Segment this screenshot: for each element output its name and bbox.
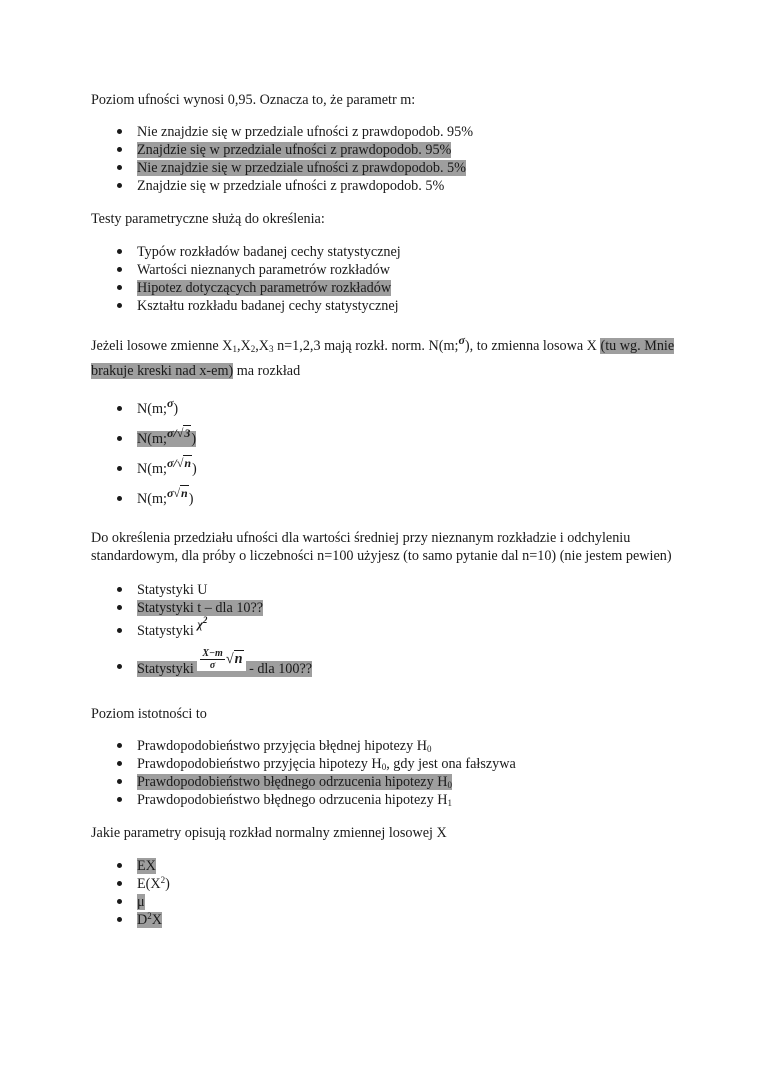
- q4-option-3: [137, 615, 208, 640]
- q2-option-1: Typów rozkładów badanej cechy statystycznej: [137, 244, 401, 260]
- subscript: 0: [426, 744, 432, 754]
- highlight: Nie znajdzie się w przedziale ufności z prawdopodob. 5%: [137, 160, 466, 176]
- highlight-note: (tu wg. Mnie brakuje kreski nad x-em): [91, 338, 675, 379]
- option-text: Prawdopodobieństwo przyjęcia błędnej hipotezy H: [137, 738, 427, 754]
- q2-option-3: [137, 279, 391, 297]
- q6-option-2: [137, 875, 170, 893]
- option-text: D: [137, 912, 148, 928]
- option-text: ): [173, 401, 179, 417]
- option-text: N(m;: [137, 401, 167, 417]
- formula-sigma-over-root-3: [167, 426, 191, 440]
- fraction: [200, 648, 225, 671]
- radicand: 3: [184, 426, 191, 440]
- slash-symbol: /: [173, 426, 177, 440]
- slash-symbol: /: [173, 456, 177, 470]
- root-symbol: √: [225, 650, 234, 667]
- chi-symbol: χ: [197, 617, 203, 631]
- option-text: Statystyki: [137, 660, 198, 677]
- q3-text: ,X: [255, 338, 270, 354]
- option-text: N(m;: [137, 431, 167, 447]
- q5-option-4: [137, 791, 452, 809]
- superscript: 2: [160, 875, 166, 885]
- subscript: 0: [447, 780, 452, 790]
- q3-text: n=1,2,3 mają rozkł. norm. N(m;: [273, 338, 459, 354]
- q3-question: [91, 334, 676, 384]
- option-text: Prawdopodobieństwo błędnego odrzucenia hipotezy H: [137, 774, 448, 790]
- radicand: n: [184, 456, 192, 470]
- option-text: Statystyki: [137, 623, 198, 639]
- q1-question: Poziom ufności wynosi 0,95. Oznacza to, że parametr m:: [91, 92, 416, 108]
- q3-text: ,X: [236, 338, 251, 354]
- highlight: Znajdzie się w przedziale ufności z prawdopodob. 95%: [137, 142, 452, 158]
- option-text: Prawdopodobieństwo przyjęcia hipotezy H: [137, 756, 382, 772]
- option-text: ): [165, 876, 170, 892]
- q1-option-4: Znajdzie się w przedziale ufności z prawdopodob. 5%: [137, 178, 445, 194]
- superscript: 2: [147, 911, 152, 921]
- option-text: , gdy jest ona fałszywa: [386, 756, 516, 772]
- q2-option-2: Wartości nieznanych parametrów rozkładów: [137, 262, 390, 278]
- highlight: Hipotez dotyczących parametrów rozkładów: [137, 280, 392, 296]
- q3-text: ), to zmienna losowa X: [464, 338, 601, 354]
- highlight: Statystyki t – dla 10??: [137, 600, 264, 616]
- option-text: ): [191, 431, 197, 447]
- q3-option-1: [137, 396, 179, 418]
- q1-option-3: [137, 159, 466, 177]
- q3-text: ma rozkład: [233, 363, 301, 379]
- highlight: [137, 648, 313, 677]
- subscript: 1: [232, 344, 237, 354]
- sigma-symbol: σ: [166, 486, 174, 500]
- highlight: [137, 426, 197, 447]
- q6-option-1: [137, 857, 156, 875]
- subscript: 3: [269, 344, 274, 354]
- numerator: X−m: [202, 648, 223, 659]
- option-text: ): [192, 461, 197, 477]
- q6-question: Jakie parametry opisują rozkład normalny zmiennej losowej X: [91, 825, 447, 841]
- sigma-symbol: σ: [166, 426, 174, 440]
- q3-option-4: [137, 486, 194, 508]
- q4-option-1: Statystyki U: [137, 582, 208, 598]
- q3-option-2: [137, 426, 197, 448]
- formula-t-statistic: [197, 648, 245, 671]
- q1-option-2: [137, 141, 451, 159]
- subscript: 2: [250, 344, 256, 354]
- q6-option-3: [137, 893, 145, 911]
- option-text: N(m;: [137, 491, 167, 507]
- option-text: X: [151, 912, 162, 928]
- subscript: 1: [447, 798, 452, 808]
- sigma-symbol: σ: [166, 396, 174, 410]
- radicand: n: [234, 650, 243, 667]
- option-text: ): [188, 491, 194, 507]
- root-symbol: √: [173, 486, 181, 500]
- superscript: 2: [202, 615, 208, 625]
- sigma-symbol: σ: [166, 456, 174, 470]
- q4-option-2: [137, 599, 263, 617]
- q1-option-1: Nie znajdzie się w przedziale ufności z prawdopodob. 95%: [137, 124, 474, 140]
- option-text: - dla 100??: [245, 660, 313, 677]
- chi-square-symbol: [197, 617, 207, 631]
- sigma-symbol: σ: [458, 333, 465, 347]
- radicand: n: [181, 486, 188, 500]
- root-symbol: √: [176, 426, 184, 440]
- q4-question: Do określenia przedziału ufności dla wartości średniej przy nieznanym rozkładzie i odchyleniu standardowym, dla próby o liczebności n=100 użyjesz (to samo pytanie dal n=10) (nie jestem pewien): [91, 530, 672, 564]
- option-text: N(m;: [137, 461, 167, 477]
- highlight: [137, 912, 162, 928]
- formula-sigma-root-n: [167, 486, 189, 500]
- q2-question: Testy parametryczne służą do określenia:: [91, 211, 325, 227]
- q5-option-3: [137, 773, 452, 791]
- highlight: μ: [137, 894, 145, 910]
- root-symbol: √: [176, 456, 184, 470]
- option-text: Prawdopodobieństwo błędnego odrzucenia hipotezy H: [137, 792, 448, 808]
- q5-question: Poziom istotności to: [91, 706, 207, 722]
- subscript: 0: [381, 762, 387, 772]
- q6-option-4: [137, 911, 162, 929]
- q2-option-4: Kształtu rozkładu badanej cechy statystycznej: [137, 298, 399, 314]
- q5-option-1: [137, 737, 431, 755]
- highlight: EX: [137, 858, 156, 874]
- q5-option-2: [137, 755, 516, 773]
- q3-option-3: [137, 456, 197, 478]
- formula-sigma-over-root-n: [167, 456, 192, 470]
- option-text: E(X: [137, 876, 161, 892]
- highlight: [137, 774, 452, 790]
- q3-text: Jeżeli losowe zmienne X: [91, 338, 233, 354]
- q4-option-4: [137, 648, 313, 681]
- denominator: σ: [209, 660, 216, 671]
